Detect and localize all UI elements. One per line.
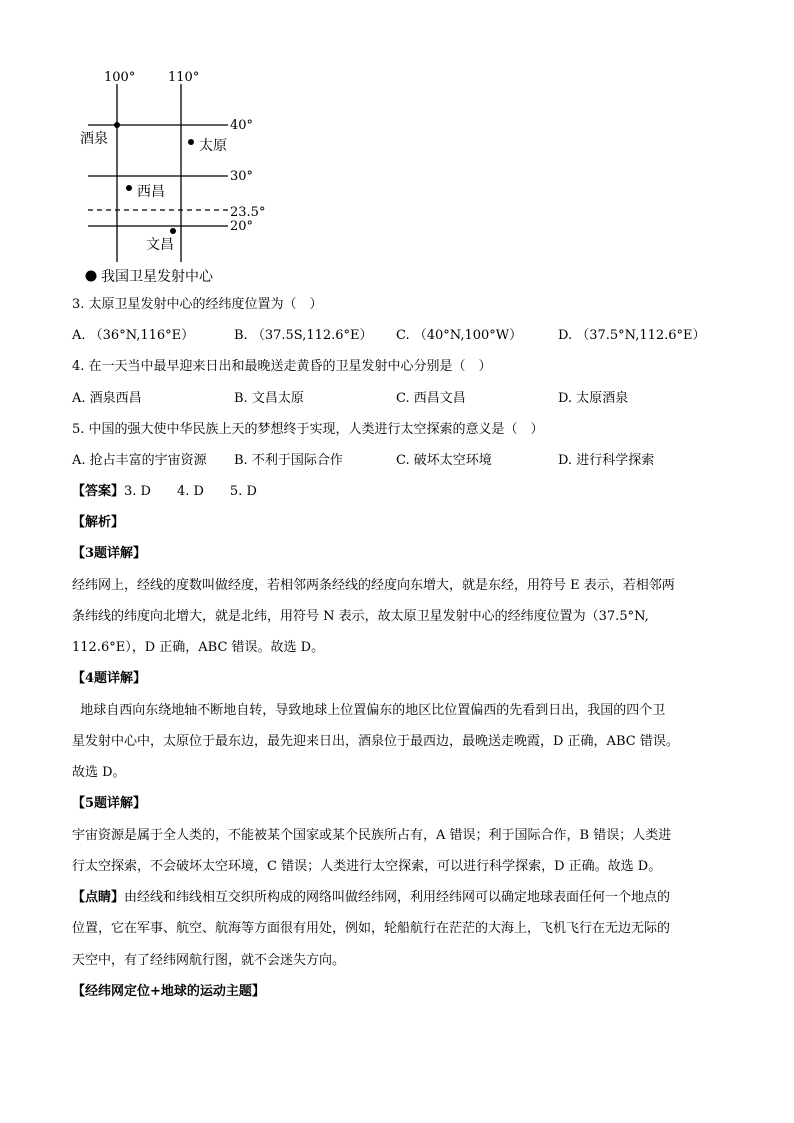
question-4-stem: 4. 在一天当中最早迎来日出和最晚送走黄昏的卫星发射中心分别是（ ） (72, 359, 492, 374)
q3-option-c: C. （40°N,100°W） (396, 328, 523, 343)
detail-5-line-1: 宇宙资源是属于全人类的，不能被某个国家或某个民族所占有，A 错误；利于国际合作，B 错误；人类进 (72, 828, 672, 843)
answer-line (72, 483, 257, 501)
detail-3-title: 【3题详解】 (72, 546, 147, 561)
question-3-stem: 3. 太原卫星发射中心的经纬度位置为（ ） (72, 297, 323, 312)
answer-text: 3. D 4. D 5. D (124, 484, 257, 499)
dianjing-line-3: 天空中，有了经纬网航行图，就不会迷失方向。 (72, 953, 346, 968)
wenchang-dot (170, 228, 176, 234)
dianjing-line-2: 位置，它在军事、航空、航海等方面很有用处，例如，轮船航行在茫茫的大海上，飞机飞行在无边无际的 (72, 921, 671, 936)
lat-label-30: 30° (230, 169, 254, 184)
dianjing-line-1 (72, 889, 670, 907)
q3-option-d: D. （37.5°N,112.6°E） (558, 328, 706, 343)
lat-label-23-5: 23.5° (230, 205, 266, 220)
lat-lon-map (70, 64, 290, 292)
xichang-dot (126, 185, 132, 191)
q5-option-a: A. 抢占丰富的宇宙资源 (72, 453, 207, 468)
q4-option-d: D. 太原酒泉 (558, 391, 629, 406)
detail-3-line-2: 条纬线的纬度向北增大，就是北纬，用符号 N 表示，故太原卫星发射中心的经纬度位置为（37.5°N, (72, 609, 649, 624)
q5-option-d: D. 进行科学探索 (558, 453, 655, 468)
jiuquan-dot (114, 122, 120, 128)
q4-option-a: A. 酒泉西昌 (72, 391, 142, 406)
lon-label-110: 110° (168, 70, 200, 85)
place-taiyuan: 太原 (199, 138, 227, 154)
lon-label-100: 100° (104, 70, 136, 85)
topic-title: 【经纬网定位+地球的运动主题】 (72, 984, 265, 999)
place-wenchang: 文昌 (146, 237, 174, 253)
answer-tag: 【答案】 (72, 484, 125, 499)
detail-3-line-1: 经纬网上，经线的度数叫做经度，若相邻两条经线的经度向东增大，就是东经，用符号 E 表示，若相邻两 (72, 578, 675, 593)
dianjing-tag: 【点睛】 (72, 890, 125, 905)
legend-dot-icon (86, 271, 97, 282)
q5-option-c: C. 破坏太空环境 (396, 453, 492, 468)
detail-4-title: 【4题详解】 (72, 671, 147, 686)
place-jiuquan: 酒泉 (80, 131, 108, 147)
analysis-title: 【解析】 (72, 515, 125, 530)
question-5-stem: 5. 中国的强大使中华民族上天的梦想终于实现，人类进行太空探索的意义是（ ） (72, 422, 544, 437)
dianjing-text-1: 由经线和纬线相互交织所构成的网络叫做经纬网，利用经纬网可以确定地球表面任何一个地点的 (124, 890, 671, 905)
q4-option-c: C. 西昌文昌 (396, 391, 466, 406)
legend-text: 我国卫星发射中心 (101, 269, 213, 285)
detail-5-line-2: 行太空探索，不会破坏太空环境，C 错误；人类进行太空探索，可以进行科学探索，D 正确。故选 D。 (72, 859, 662, 874)
q3-option-b: B. （37.5S,112.6°E） (234, 328, 373, 343)
q3-option-a: A. （36°N,116°E） (72, 328, 195, 343)
q5-option-b: B. 不利于国际合作 (234, 453, 343, 468)
detail-5-title: 【5题详解】 (72, 796, 147, 811)
detail-4-line-3: 故选 D。 (72, 765, 126, 780)
lat-label-40: 40° (230, 118, 254, 133)
detail-4-line-1: 地球自西向东绕地轴不断地自转，导致地球上位置偏东的地区比位置偏西的先看到日出，我国的四个卫 (72, 703, 666, 718)
detail-4-line-2: 星发射中心中，太原位于最东边，最先迎来日出，酒泉位于最西边，最晚送走晚霞，D 正确，ABC 错误。 (72, 734, 679, 749)
taiyuan-dot (188, 139, 194, 145)
q4-option-b: B. 文昌太原 (234, 391, 304, 406)
detail-3-line-3: 112.6°E），D 正确，ABC 错误。故选 D。 (72, 640, 325, 655)
lat-label-20: 20° (230, 219, 254, 234)
place-xichang: 西昌 (137, 184, 165, 200)
